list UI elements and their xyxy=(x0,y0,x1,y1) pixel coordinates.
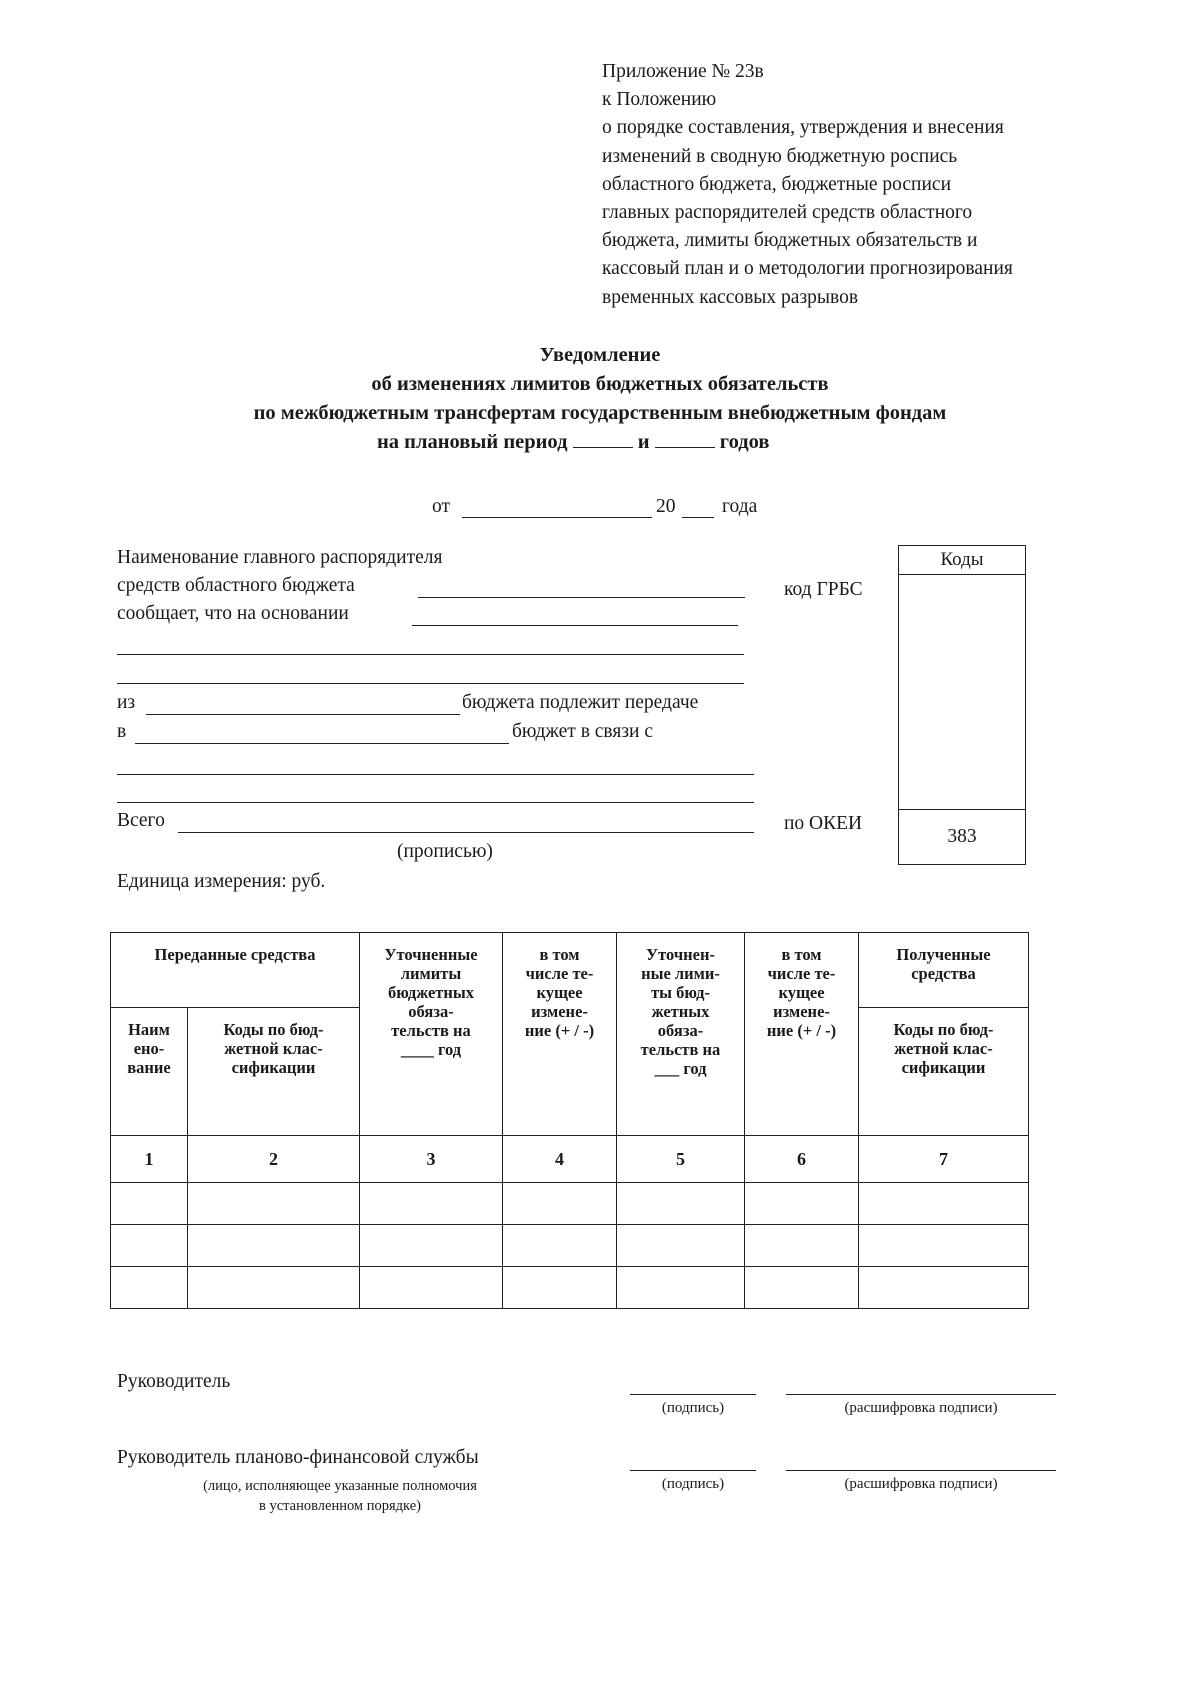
finance-head-label: Руководитель планово-финансовой службы xyxy=(117,1447,479,1468)
total-in-words-field[interactable] xyxy=(178,832,754,833)
appendix-line: кассовый план и о методологии прогнозирования xyxy=(602,258,1013,280)
from-label: из xyxy=(117,692,136,713)
finance-signature-field[interactable] xyxy=(630,1470,756,1471)
unit-label: Единица измерения: руб. xyxy=(117,871,326,892)
basis-field-line-2[interactable] xyxy=(117,654,744,655)
grbs-code-label: код ГРБС xyxy=(784,579,863,600)
date-year-prefix: 20 xyxy=(656,496,676,517)
column-number: 1 xyxy=(111,1136,188,1183)
received-codes-header: Коды по бюд- жетной клас- сификации xyxy=(859,1008,1029,1136)
current-change-2-header: в том числе те- кущее измене- ние (+ / -) xyxy=(745,933,859,1136)
table-cell[interactable] xyxy=(360,1183,503,1225)
received-funds-header: Полученные средства xyxy=(859,933,1029,1008)
reason-field[interactable] xyxy=(117,774,754,775)
title-line-2: об изменениях лимитов бюджетных обязательств xyxy=(371,373,829,395)
table-row xyxy=(111,1183,1029,1225)
head-name-caption: (расшифровка подписи) xyxy=(844,1400,998,1416)
grbs-name-label-2: средств областного бюджета xyxy=(117,575,355,596)
appendix-line: бюджета, лимиты бюджетных обязательств и xyxy=(602,230,978,252)
head-signature-field[interactable] xyxy=(630,1394,756,1395)
refined-limits-2-header: Уточнен- ные лими- ты бюд- жетных обяза- тельств на ___ год xyxy=(617,933,745,1136)
table-cell[interactable] xyxy=(188,1183,360,1225)
table-cell[interactable] xyxy=(859,1267,1029,1309)
column-number: 7 xyxy=(859,1136,1029,1183)
table-cell[interactable] xyxy=(859,1225,1029,1267)
appendix-line: изменений в сводную бюджетную роспись xyxy=(602,145,958,167)
to-label: в xyxy=(117,721,127,742)
current-change-header: в том числе те- кущее измене- ние (+ / -) xyxy=(503,933,617,1136)
table-cell[interactable] xyxy=(360,1225,503,1267)
document-title: Уведомление xyxy=(539,344,661,366)
title-line-3: по межбюджетным трансфертам государственным внебюджетным фондам xyxy=(253,402,947,424)
table-cell[interactable] xyxy=(745,1183,859,1225)
finance-signature-caption: (подпись) xyxy=(661,1476,725,1492)
appendix-line: о порядке составления, утверждения и внесения xyxy=(602,117,1004,139)
to-budget-field[interactable] xyxy=(135,743,509,744)
year-blank-2[interactable] xyxy=(655,433,715,448)
finance-note-line-1: (лицо, исполняющее указанные полномочия xyxy=(203,1478,477,1494)
table-cell[interactable] xyxy=(745,1225,859,1267)
in-words-caption: (прописью) xyxy=(397,841,493,862)
table-cell[interactable] xyxy=(111,1267,188,1309)
table-cell[interactable] xyxy=(617,1267,745,1309)
grbs-name-field[interactable] xyxy=(418,597,745,598)
finance-name-caption: (расшифровка подписи) xyxy=(844,1476,998,1492)
reason-field-line-2[interactable] xyxy=(117,802,754,803)
head-signature-caption: (подпись) xyxy=(661,1400,725,1416)
table-cell[interactable] xyxy=(745,1267,859,1309)
finance-note-line-2: в установленном порядке) xyxy=(259,1498,421,1514)
from-budget-field[interactable] xyxy=(146,714,460,715)
table-cell[interactable] xyxy=(188,1267,360,1309)
column-number: 5 xyxy=(617,1136,745,1183)
okei-label: по ОКЕИ xyxy=(784,813,863,834)
appendix-line: к Положению xyxy=(602,89,717,111)
table-cell[interactable] xyxy=(111,1225,188,1267)
appendix-line: областного бюджета, бюджетные росписи xyxy=(602,173,952,195)
table-cell[interactable] xyxy=(617,1225,745,1267)
refined-limits-header: Уточненные лимиты бюджетных обяза- тельств на ____ год xyxy=(360,933,503,1136)
class-codes-header: Коды по бюд- жетной клас- сификации xyxy=(188,1008,360,1136)
name-column-header: Наим ено- вание xyxy=(111,1008,188,1136)
finance-head-note xyxy=(117,1476,563,1516)
table-cell[interactable] xyxy=(617,1183,745,1225)
table-cell[interactable] xyxy=(859,1183,1029,1225)
table-cell[interactable] xyxy=(111,1183,188,1225)
reports-label: сообщает, что на основании xyxy=(117,603,349,624)
table-cell[interactable] xyxy=(503,1183,617,1225)
appendix-line: главных распорядителей средств областного xyxy=(602,202,973,224)
date-prefix: от xyxy=(432,496,451,517)
date-field[interactable] xyxy=(462,517,652,518)
and-label: и xyxy=(637,431,650,453)
codes-header: Коды xyxy=(899,546,1025,575)
basis-field-line-3[interactable] xyxy=(117,683,744,684)
basis-field[interactable] xyxy=(412,625,738,626)
table-cell[interactable] xyxy=(503,1225,617,1267)
head-label: Руководитель xyxy=(117,1371,231,1392)
date-suffix: года xyxy=(722,496,758,517)
finance-name-field[interactable] xyxy=(786,1470,1056,1471)
years-label: годов xyxy=(719,431,770,453)
transferred-funds-header: Переданные средства xyxy=(111,933,360,1008)
appendix-line: временных кассовых разрывов xyxy=(602,286,859,308)
table-row xyxy=(111,1225,1029,1267)
budget-due-label: бюджет в связи с xyxy=(512,721,654,742)
year-field[interactable] xyxy=(682,517,714,518)
table-cell[interactable] xyxy=(188,1225,360,1267)
codes-box xyxy=(898,545,1026,865)
table-row xyxy=(111,1267,1029,1309)
year-blank-1[interactable] xyxy=(573,433,633,448)
table-cell[interactable] xyxy=(503,1267,617,1309)
table-cell[interactable] xyxy=(360,1267,503,1309)
column-number: 2 xyxy=(188,1136,360,1183)
grbs-name-label: Наименование главного распорядителя xyxy=(117,547,443,568)
head-name-field[interactable] xyxy=(786,1394,1056,1395)
appendix-line: Приложение № 23в xyxy=(602,61,764,82)
column-number: 3 xyxy=(360,1136,503,1183)
title-line-4 xyxy=(377,431,769,454)
appendix-reference xyxy=(602,58,1122,312)
budget-transfer-label: бюджета подлежит передаче xyxy=(462,692,699,713)
total-label: Всего xyxy=(117,810,165,831)
column-number: 4 xyxy=(503,1136,617,1183)
planning-period-label: на плановый период xyxy=(377,431,568,453)
okei-code-value: 383 xyxy=(899,809,1025,864)
transfers-table xyxy=(110,932,1029,1309)
column-number: 6 xyxy=(745,1136,859,1183)
